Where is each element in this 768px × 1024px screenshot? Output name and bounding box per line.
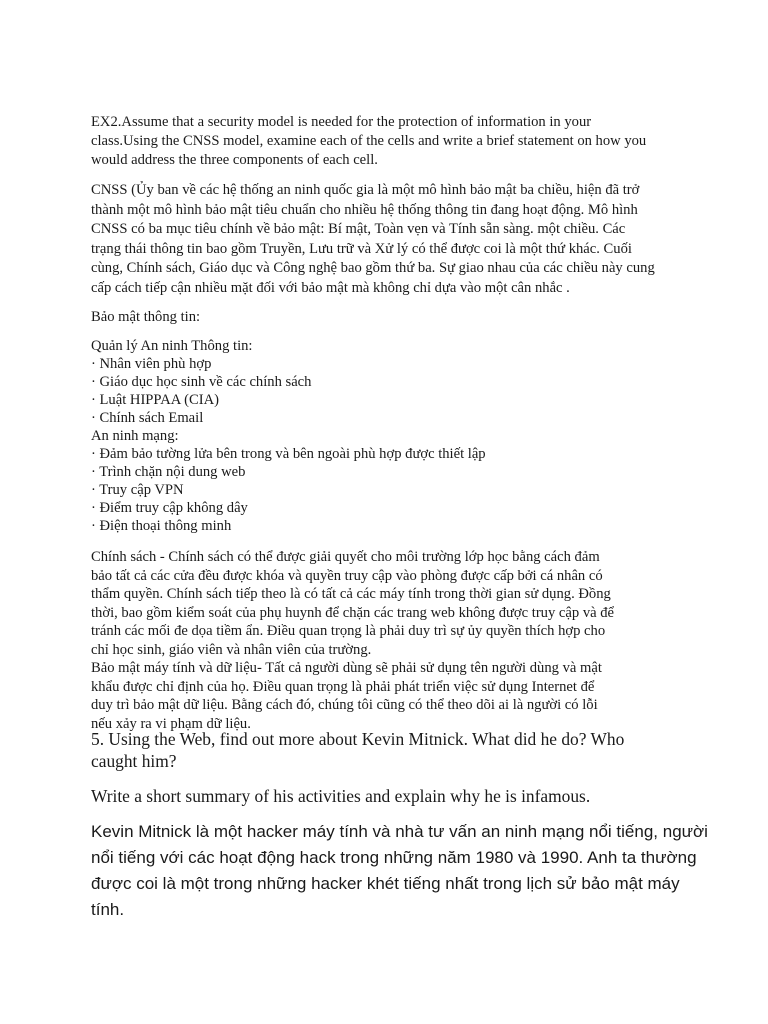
- policy-line: khẩu được chỉ định của họ. Điều quan trọng là phải phát triển việc sử dụng Internet để: [91, 678, 595, 695]
- question-5-instruction: Write a short summary of his activities and explain why he is infamous.: [91, 786, 591, 806]
- policy-paragraph: [91, 548, 691, 733]
- list-item: · Trình chặn nội dung web: [91, 464, 246, 480]
- security-list: [91, 337, 691, 535]
- policy-line: thời, bao gồm kiểm soát của phụ huynh để chặn các trang web không được truy cập và để: [91, 604, 615, 621]
- answer-line: nổi tiếng với các hoạt​ động hack trong những năm 1980 và 1990. Anh ta thường: [91, 848, 697, 867]
- answer-line: được coi là một trong những hacker khét​ tiếng nhất trong lịch sử bảo mật máy: [91, 874, 680, 893]
- policy-line: Chính sách - Chính sách có thể được giải quyết cho môi trường lớp học bằng cách đảm: [91, 549, 600, 565]
- list-item: · Điểm truy cập không dây: [91, 500, 248, 516]
- kevin-mitnick-answer: [91, 819, 708, 923]
- cnss-line: CNSS (Ủy ban về các hệ thống an ninh quốc gia là một mô hình bảo mật ba chiều, hiện đã trở: [91, 182, 640, 198]
- ex2-line: EX2.Assume that a security model is needed for the protection of information in your: [91, 114, 592, 130]
- cnss-line: trạng thái thông tin bao gồm Truyền, Lưu trữ và Xử lý có thể được coi là một thứ khác. Cuối: [91, 240, 632, 257]
- ex2-line: would address the three components of each cell.: [91, 152, 378, 168]
- cnss-line: CNSS có ba mục tiêu chính về bảo mật: Bí mật, Toàn vẹn và Tính sẵn sàng. một chiều. Các: [91, 221, 626, 238]
- list-item: · Luật HIPPAA (CIA): [91, 392, 219, 408]
- section-heading: Bảo mật thông tin:: [91, 309, 201, 325]
- answer-line: Kevin Mitnick là một hacker máy tính và nhà tư vấn an ninh mạng nổi tiếng, người: [91, 822, 708, 841]
- list-item: · Điện thoại thông minh: [91, 518, 232, 534]
- answer-line: tính.: [91, 900, 125, 919]
- policy-line: Bảo mật máy tính và dữ liệu- Tất cả người dùng sẽ phải sử dụng tên người dùng và mật: [91, 660, 602, 676]
- list-heading: Quản lý An ninh Thông tin:: [91, 338, 253, 354]
- list-heading: An ninh mạng:: [91, 428, 179, 444]
- list-item: · Giáo dục học sinh về các chính sách: [91, 374, 312, 390]
- q5-line: caught him?: [91, 751, 177, 771]
- cnss-line: cùng, Chính sách, Giáo dục và Công nghệ bao gồm thứ ba. Sự giao nhau của các chiều này cung: [91, 260, 655, 277]
- cnss-paragraph: [91, 181, 691, 299]
- policy-line: bảo tất cả các cửa đều được khóa và quyền truy cập vào phòng được cấp bởi cá nhân có: [91, 567, 603, 584]
- list-item: · Đảm bảo tường lửa bên trong và bên ngoài phù hợp được thiết lập: [91, 446, 486, 462]
- list-item: · Nhân viên phù hợp: [91, 356, 212, 372]
- policy-line: duy trì bảo mật dữ liệu. Bằng cách đó, chúng tôi cũng có thể theo dõi ai là người có lỗi: [91, 697, 598, 713]
- cnss-line: thành một mô hình bảo mật tiêu chuẩn cho nhiều hệ thống thông tin đang hoạt động. Mô hình: [91, 201, 638, 218]
- list-item: · Chính sách Email: [91, 410, 204, 426]
- policy-line: nếu xảy ra vi phạm dữ liệu.: [91, 715, 251, 732]
- list-item: · Truy cập VPN: [91, 482, 184, 498]
- cnss-line: cấp cách tiếp cận nhiều mặt đối với bảo mật mà không chỉ dựa vào một cân nhắc .: [91, 279, 570, 296]
- ex2-line: class.Using the CNSS model, examine each of the cells and write a brief statement on how you: [91, 133, 647, 149]
- question-5: [91, 728, 691, 772]
- ex2-question: [91, 113, 691, 170]
- policy-line: tránh các mối đe dọa tiềm ẩn. Điều quan trọng là phải duy trì sự ủy quyền thích hợp cho: [91, 623, 606, 639]
- policy-line: chỉ học sinh, giáo viên và nhân viên của trường.: [91, 641, 372, 658]
- policy-line: thẩm quyền. Chính sách tiếp theo là có tất cả các máy tính trong thời gian sử dụng. Đồng: [91, 586, 611, 602]
- q5-line: 5. Using the Web, find out more about Kevin Mitnick. What did he do? Who: [91, 729, 625, 749]
